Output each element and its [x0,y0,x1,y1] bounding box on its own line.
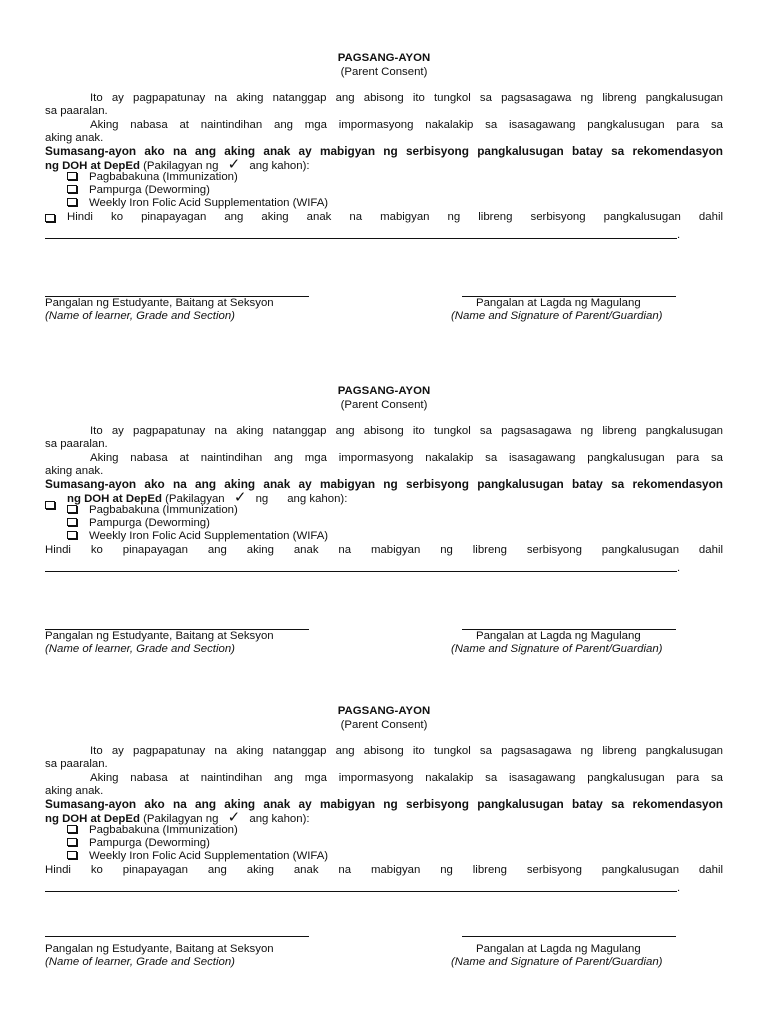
reason-input-line[interactable] [45,238,677,239]
parent-label-english: (Name and Signature of Parent/Guardian) [451,310,663,322]
option-deworming [67,517,210,530]
deworming-checkbox[interactable] [67,838,77,846]
reason-input-line[interactable] [45,891,677,892]
immunization-checkbox[interactable] [67,505,77,513]
option-label: Weekly Iron Folic Acid Supplementation (WIFA) [89,850,329,862]
check-instruction-suffix: ng ang kahon): [255,493,348,505]
reason-input-line[interactable] [45,571,677,572]
parent-label: Pangalan at Lagda ng Magulang [476,630,641,642]
reason-line-end: . [677,882,681,894]
notice-paragraph-line-2: sa paaralan. [45,758,108,770]
learner-label-english: (Name of learner, Grade and Section) [45,956,235,968]
check-instruction-prefix: (Pakilagyan ng [143,813,219,825]
checkmark-icon: ✓ [233,489,247,506]
notice-paragraph-line-2: sa paaralan. [45,438,108,450]
option-immunization [67,504,238,517]
learner-label: Pangalan ng Estudyante, Baitang at Seksyon [45,630,274,642]
parent-label-english: (Name and Signature of Parent/Guardian) [451,643,663,655]
option-label: Pampurga (Deworming) [89,184,210,196]
option-label: Pampurga (Deworming) [89,837,210,849]
notice-paragraph-line-1: Ito ay pagpapatunay na aking natanggap ang abisong ito tungkol sa pagsasagawa ng libreng pangkalusugan [90,425,723,437]
form-subtitle: (Parent Consent) [340,66,428,78]
learner-label-english: (Name of learner, Grade and Section) [45,310,235,322]
parent-label-english: (Name and Signature of Parent/Guardian) [451,956,663,968]
option-immunization [67,824,238,837]
notice-paragraph-line-2: sa paaralan. [45,105,108,117]
wifa-checkbox[interactable] [67,851,77,859]
check-instruction-suffix: ang kahon): [249,813,310,825]
learner-label-english: (Name of learner, Grade and Section) [45,643,235,655]
form-subtitle: (Parent Consent) [340,399,428,411]
option-label: Pagbabakuna (Immunization) [89,824,238,836]
consent-statement-line-1: Sumasang-ayon ako na ang aking anak ay mabigyan ng serbisyong pangkalusugan batay sa rekomendasyon [45,797,723,811]
parent-label: Pangalan at Lagda ng Magulang [476,943,641,955]
option-label: Weekly Iron Folic Acid Supplementation (WIFA) [89,530,329,542]
refuse-checkbox[interactable] [45,501,55,509]
form-title: PAGSANG-AYON [337,705,431,717]
read-paragraph-line-1: Aking nabasa at naintindihan ang mga impormasyong nakalakip sa isasagawang pangkalusugan para sa [90,119,723,131]
learner-signature-line[interactable] [45,936,309,937]
parent-signature-line[interactable] [462,936,676,937]
option-deworming [67,184,210,197]
wifa-checkbox[interactable] [67,198,77,206]
deworming-checkbox[interactable] [67,185,77,193]
consent-form-3 [45,705,723,1005]
read-paragraph-line-1: Aking nabasa at naintindihan ang mga impormasyong nakalakip sa isasagawang pangkalusugan para sa [90,772,723,784]
checkmark-icon: ✓ [227,809,241,826]
form-subtitle: (Parent Consent) [340,719,428,731]
consent-statement-line-1: Sumasang-ayon ako na ang aking anak ay mabigyan ng serbisyong pangkalusugan batay sa rekomendasyon [45,477,723,491]
refuse-statement: Hindi ko pinapayagan ang aking anak na mabigyan ng libreng serbisyong pangkalusugan dahil [67,211,723,223]
notice-paragraph-line-1: Ito ay pagpapatunay na aking natanggap ang abisong ito tungkol sa pagsasagawa ng libreng pangkalusugan [90,745,723,757]
option-label: Weekly Iron Folic Acid Supplementation (WIFA) [89,197,329,209]
consent-statement-authority: ng DOH at DepEd [45,160,140,172]
option-deworming [67,837,210,850]
consent-statement-authority: ng DOH at DepEd [45,813,140,825]
option-wifa [67,530,328,543]
option-wifa [67,197,328,210]
reason-line-end: . [677,229,681,241]
check-instruction-prefix: (Pakilagyan ng [143,160,219,172]
check-instruction-prefix: (Pakilagyan [165,493,225,505]
refuse-statement: Hindi ko pinapayagan ang aking anak na mabigyan ng libreng serbisyong pangkalusugan dahil [45,864,723,876]
immunization-checkbox[interactable] [67,172,77,180]
check-instruction-suffix: ang kahon): [249,160,310,172]
form-title: PAGSANG-AYON [337,385,431,397]
consent-statement-line-1: Sumasang-ayon ako na ang aking anak ay mabigyan ng serbisyong pangkalusugan batay sa rekomendasyon [45,144,723,158]
refuse-checkbox[interactable] [45,214,55,222]
option-wifa [67,850,328,863]
form-title: PAGSANG-AYON [337,52,431,64]
consent-form-1 [45,52,723,352]
option-immunization [67,171,238,184]
learner-label: Pangalan ng Estudyante, Baitang at Seksyon [45,943,274,955]
read-paragraph-line-2: aking anak. [45,465,104,477]
consent-statement-authority: ng DOH at DepEd [67,493,162,505]
immunization-checkbox[interactable] [67,825,77,833]
read-paragraph-line-2: aking anak. [45,785,104,797]
option-label: Pagbabakuna (Immunization) [89,504,238,516]
consent-form-2 [45,385,723,685]
parent-label: Pangalan at Lagda ng Magulang [476,297,641,309]
checkmark-icon: ✓ [227,156,241,173]
option-label: Pagbabakuna (Immunization) [89,171,238,183]
read-paragraph-line-2: aking anak. [45,132,104,144]
reason-line-end: . [677,562,681,574]
learner-label: Pangalan ng Estudyante, Baitang at Seksyon [45,297,274,309]
read-paragraph-line-1: Aking nabasa at naintindihan ang mga impormasyong nakalakip sa isasagawang pangkalusugan para sa [90,452,723,464]
refuse-statement: Hindi ko pinapayagan ang aking anak na mabigyan ng libreng serbisyong pangkalusugan dahil [45,544,723,556]
deworming-checkbox[interactable] [67,518,77,526]
option-label: Pampurga (Deworming) [89,517,210,529]
wifa-checkbox[interactable] [67,531,77,539]
notice-paragraph-line-1: Ito ay pagpapatunay na aking natanggap ang abisong ito tungkol sa pagsasagawa ng libreng pangkalusugan [90,92,723,104]
